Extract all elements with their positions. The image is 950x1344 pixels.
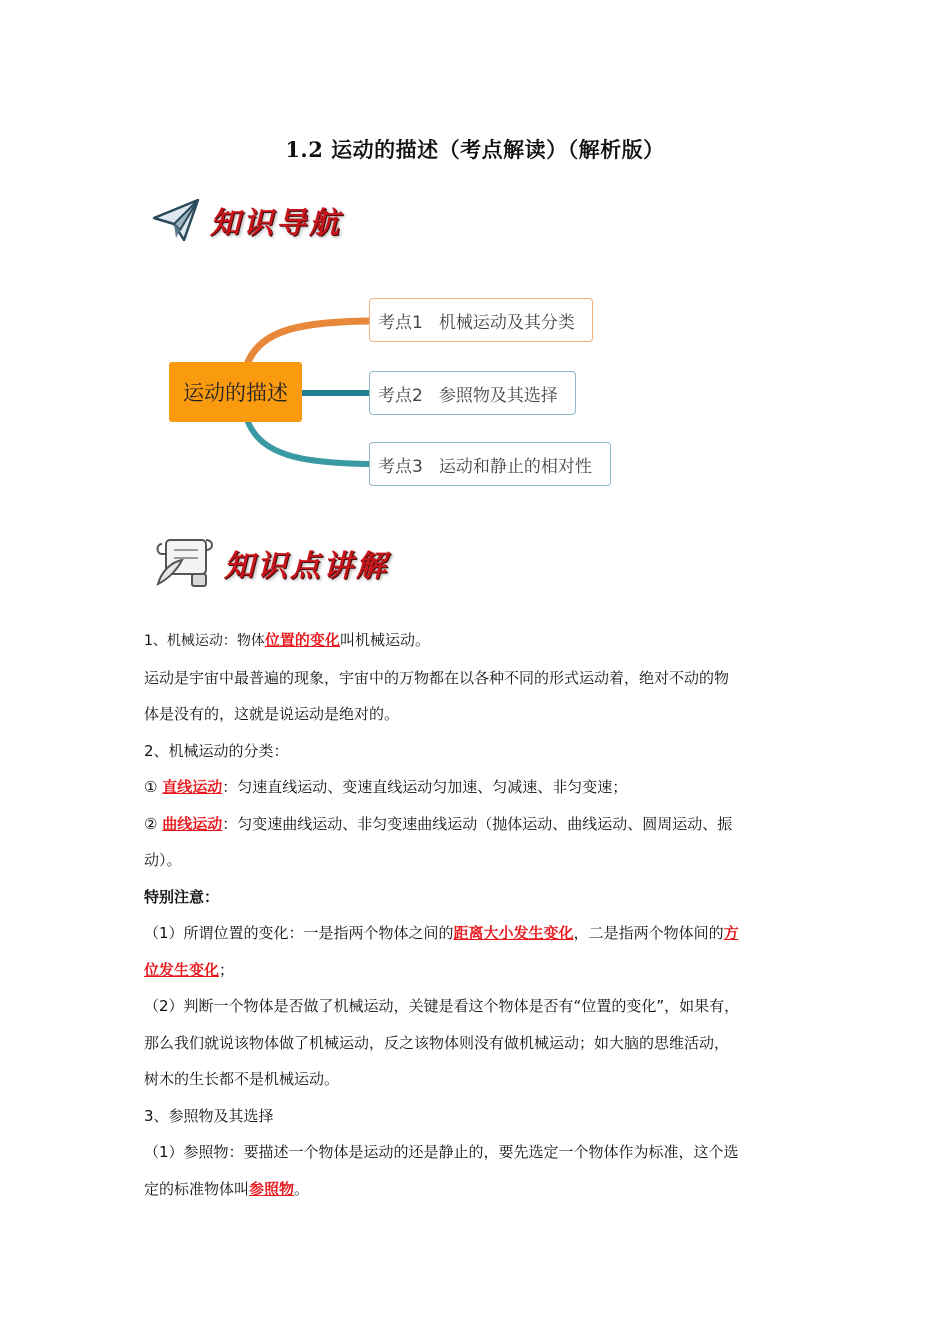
highlight: 位发生变化 — [144, 960, 220, 979]
explanation-body — [144, 622, 814, 1207]
highlight: 位置的变化 — [264, 631, 340, 649]
paragraph: 位发生变化； — [144, 960, 235, 979]
branch-number: 考点2 — [378, 385, 423, 406]
knowledge-explain-title: 知识点讲解 — [224, 549, 389, 584]
scroll-quill-icon — [152, 534, 218, 592]
knowledge-nav-title: 知识导航 — [210, 206, 342, 241]
mindmap-center-node: 运动的描述 — [169, 362, 302, 422]
paragraph: ② 曲线运动：匀变速曲线运动、非匀变速曲线运动（抛体运动、曲线运动、圆周运动、振 — [144, 814, 733, 833]
knowledge-explain-heading — [152, 534, 389, 592]
mindmap-branch-3 — [369, 442, 611, 486]
paragraph: 1、机械运动：物体位置的变化叫机械运动。 — [144, 631, 430, 649]
highlight: 距离大小发生变化 — [453, 924, 574, 942]
branch-label: 参照物及其选择 — [438, 385, 558, 406]
paragraph: 3、参照物及其选择 — [144, 1106, 274, 1125]
mindmap-branch-2 — [369, 371, 576, 415]
paragraph: 2、机械运动的分类： — [144, 741, 289, 760]
highlight: 曲线运动 — [162, 814, 223, 833]
highlight: 参照物 — [249, 1179, 295, 1198]
paragraph: 树木的生长都不是机械运动。 — [144, 1070, 340, 1088]
note-heading: 特别注意： — [144, 887, 220, 906]
paragraph: 体是没有的，这就是说运动是绝对的。 — [144, 705, 400, 723]
branch-number: 考点3 — [378, 456, 423, 477]
paper-plane-icon — [150, 196, 202, 244]
paragraph: （1）所谓位置的变化：一是指两个物体之间的距离大小发生变化，二是指两个物体间的方 — [144, 924, 739, 942]
highlight: 直线运动 — [162, 778, 223, 796]
branch-label: 运动和静止的相对性 — [438, 456, 592, 477]
paragraph: 那么我们就说该物体做了机械运动，反之该物体则没有做机械运动；如大脑的思维活动， — [144, 1033, 730, 1052]
branch-number: 考点1 — [378, 312, 423, 333]
highlight: 方 — [723, 924, 739, 942]
paragraph: （2）判断一个物体是否做了机械运动，关键是看这个物体是否有“位置的变化”，如果有， — [144, 997, 740, 1015]
paragraph: （1）参照物：要描述一个物体是运动的还是静止的，要先选定一个物体作为标准，这个选 — [144, 1143, 739, 1161]
connector-1 — [248, 321, 369, 362]
connector-3 — [248, 422, 369, 464]
paragraph: ① 直线运动：匀速直线运动、变速直线运动匀加速、匀减速、非匀变速； — [144, 778, 628, 796]
document-title: 1.2 运动的描述（考点解读）（解析版） — [285, 137, 665, 162]
branch-label: 机械运动及其分类 — [438, 312, 575, 333]
paragraph: 运动是宇宙中最普遍的现象，宇宙中的万物都在以各种不同的形式运动着，绝对不动的物 — [144, 668, 730, 687]
mindmap-branch-1 — [369, 298, 593, 342]
paragraph: 动）。 — [144, 851, 182, 869]
knowledge-nav-heading — [150, 196, 342, 244]
paragraph: 定的标准物体叫参照物。 — [144, 1179, 310, 1198]
